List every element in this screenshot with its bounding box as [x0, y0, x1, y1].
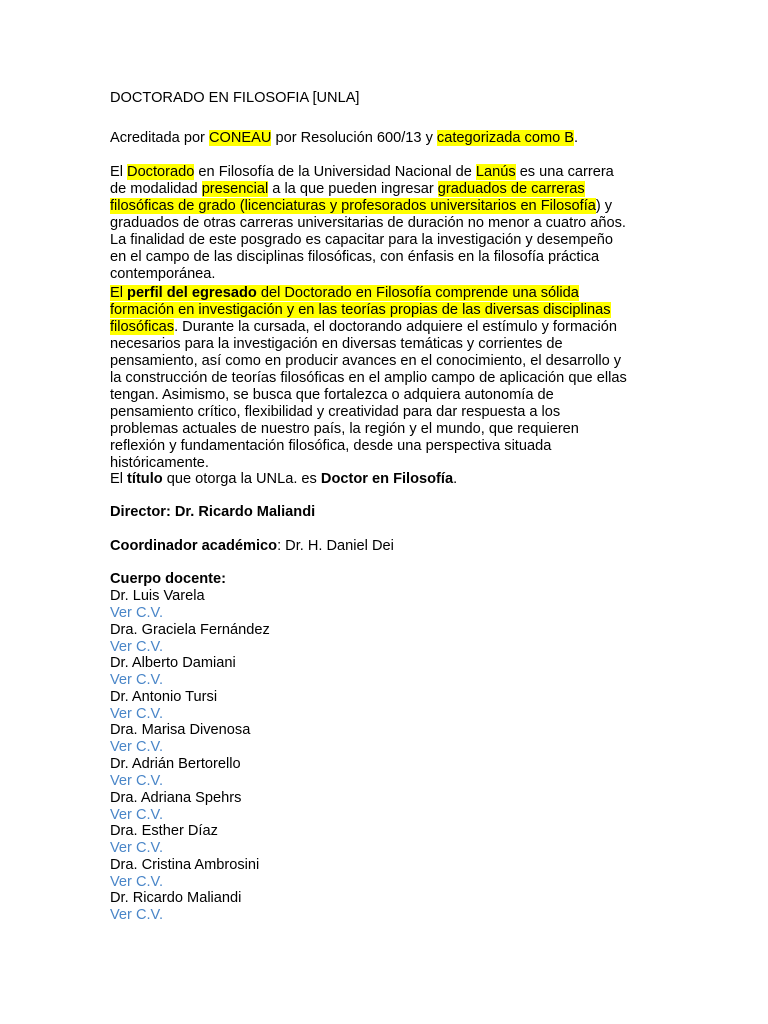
bold-run: Doctor en Filosofía — [320, 471, 454, 487]
intro-line: La finalidad de este posgrado es capacitar para la investigación y desempeño — [110, 232, 613, 248]
highlight-run: El — [110, 285, 128, 301]
director-line: Director: Dr. Ricardo Maliandi — [110, 504, 316, 520]
text-run: en Filosofía de la Universidad Nacional de — [194, 164, 476, 180]
text-run: . Durante la cursada, el doctorando adquiere el estímulo y formación — [174, 319, 617, 335]
highlight-run: filosóficas de grado (licenciaturas y profesorados universitarios en Filosofía — [110, 198, 596, 214]
text-run: ) y — [595, 198, 613, 214]
intro-line: contemporánea. — [110, 266, 216, 282]
intro-line — [110, 198, 612, 215]
view-cv-link[interactable]: Ver C.V. — [110, 773, 164, 789]
intro-line: graduados de otras carreras universitarias de duración no menor a cuatro años. — [110, 215, 626, 231]
faculty-member-name: Dr. Alberto Damiani — [110, 655, 236, 672]
profile-line: pensamiento crítico, flexibilidad y creatividad para dar respuesta a los — [110, 404, 561, 420]
faculty-member-name: Dr. Luis Varela — [110, 588, 205, 604]
text-run: El — [110, 164, 128, 180]
accreditation-prefix: Acreditada por — [110, 130, 209, 146]
text-run: de modalidad — [110, 181, 202, 197]
profile-line: pensamiento, así como en producir avances en el conocimiento, el desarrollo y — [110, 353, 622, 369]
faculty-heading: Cuerpo docente: — [110, 571, 226, 587]
profile-line — [110, 302, 611, 319]
category-highlight: categorizada como B — [436, 130, 575, 146]
view-cv-link[interactable]: Ver C.V. — [110, 739, 164, 756]
coordinator-line — [110, 538, 394, 555]
highlight-run: formación en investigación y en las teorías propias de las diversas disciplinas — [110, 302, 611, 318]
text-run: a la que pueden ingresar — [268, 181, 438, 197]
profile-line: tengan. Asimismo, se busca que fortalezca o adquiera autonomía de — [110, 387, 554, 403]
accreditation-middle: por Resolución 600/13 y — [271, 130, 437, 146]
profile-line — [110, 285, 579, 302]
view-cv-link[interactable]: Ver C.V. — [110, 806, 164, 823]
faculty-member-name: Dr. Ricardo Maliandi — [110, 890, 242, 907]
text-run: que otorga la UNLa. es — [162, 471, 321, 487]
text-run: es una carrera — [515, 164, 614, 180]
highlight-run: presencial — [201, 181, 269, 197]
view-cv-link[interactable]: Ver C.V. — [110, 672, 164, 689]
view-cv-link[interactable]: Ver C.V. — [110, 638, 164, 655]
faculty-member-name: Dra. Graciela Fernández — [110, 621, 270, 638]
coordinator-label: Coordinador académico — [110, 538, 278, 554]
view-cv-link[interactable]: Ver C.V. — [110, 907, 164, 924]
accreditation-suffix: . — [574, 130, 579, 146]
text-run: . — [453, 471, 458, 487]
view-cv-link[interactable]: Ver C.V. — [110, 705, 164, 722]
highlight-run: filosóficas — [110, 319, 175, 335]
text-run: El — [110, 471, 128, 487]
view-cv-link[interactable]: Ver C.V. — [110, 840, 164, 857]
profile-line: necesarios para la investigación en diversas temáticas y corrientes de — [110, 336, 563, 352]
agency-highlight: CONEAU — [208, 130, 272, 146]
highlight-bold-run: perfil del egresado — [127, 285, 257, 301]
view-cv-link[interactable]: Ver C.V. — [110, 873, 164, 890]
faculty-member-name: Dra. Marisa Divenosa — [110, 722, 251, 739]
coordinator-value: : Dr. H. Daniel Dei — [277, 538, 394, 554]
highlight-run: Doctorado — [127, 164, 195, 180]
intro-line — [110, 164, 614, 181]
profile-line — [110, 319, 617, 336]
highlight-run: Lanús — [475, 164, 516, 180]
faculty-member-name: Dra. Cristina Ambrosini — [110, 856, 260, 873]
bold-run: título — [127, 471, 163, 487]
document-title: DOCTORADO EN FILOSOFIA [UNLA] — [110, 90, 360, 106]
profile-line: reflexión y fundamentación filosófica, desde una perspectiva situada — [110, 438, 552, 454]
profile-line: históricamente. — [110, 455, 209, 471]
intro-line — [110, 181, 585, 198]
profile-line: la construcción de teorías filosóficas en el amplio campo de aplicación que ellas — [110, 370, 627, 386]
faculty-member-name: Dr. Antonio Tursi — [110, 688, 218, 705]
accreditation-line — [110, 130, 578, 147]
intro-line: en el campo de las disciplinas filosóficas, con énfasis en la filosofía práctica — [110, 249, 600, 265]
highlight-run: graduados de carreras — [437, 181, 585, 197]
faculty-member-name: Dr. Adrián Bertorello — [110, 756, 241, 772]
faculty-member-name: Dra. Esther Díaz — [110, 823, 218, 840]
highlight-run: del Doctorado en Filosofía comprende una sólida — [256, 285, 579, 301]
faculty-member-name: Dra. Adriana Spehrs — [110, 789, 242, 806]
degree-line — [110, 471, 457, 488]
profile-line: problemas actuales de nuestro país, la región y el mundo, que requieren — [110, 421, 579, 437]
view-cv-link[interactable]: Ver C.V. — [110, 605, 164, 621]
